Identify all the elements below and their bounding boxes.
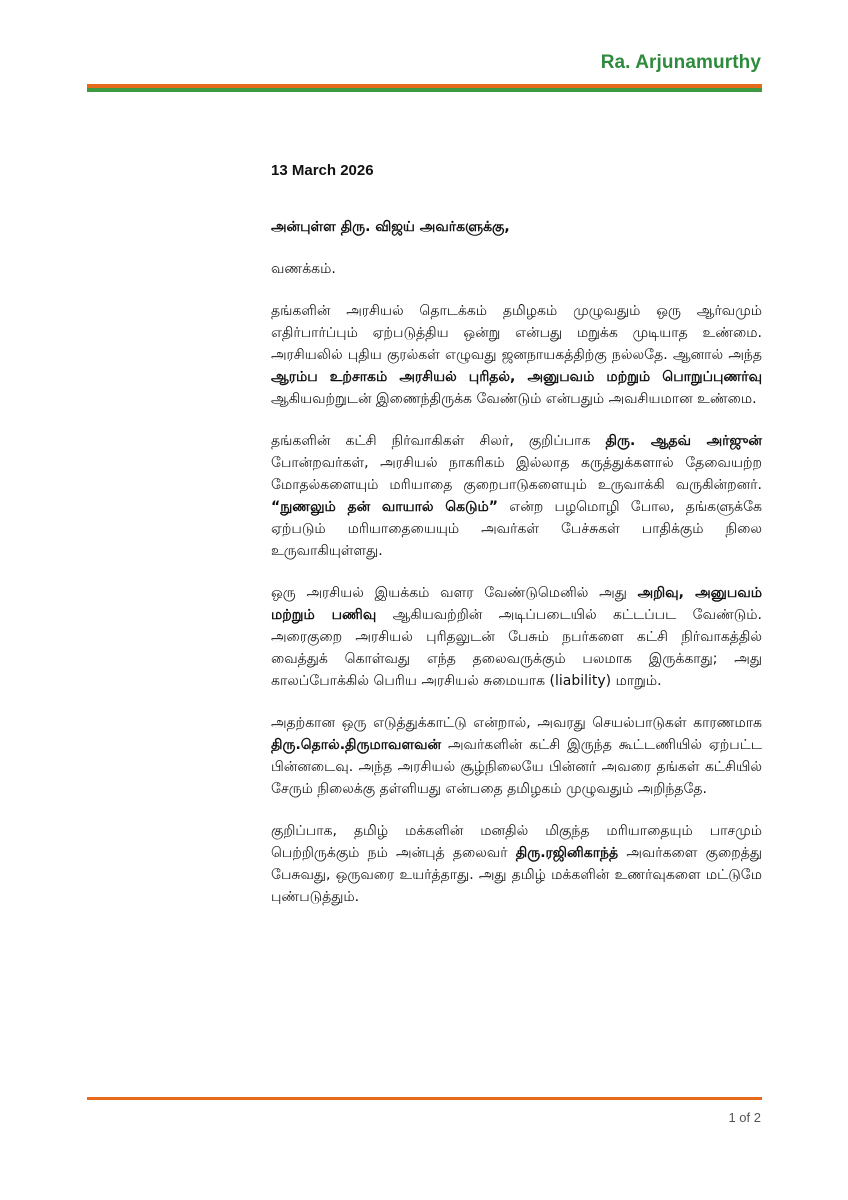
footer-rule [87,1097,762,1100]
footer-rule-orange [87,1097,762,1100]
letter-date: 13 March 2026 [271,162,374,179]
paragraph-2-text-1: தங்களின் கட்சி நிர்வாகிகள் சிலர், குறிப்பாக [271,433,606,449]
paragraph-2-text-3: என்ற பழமொழி போல, தங்களுக்கே ஏற்படும் மரியாதையையும் அவர்கள் பேச்சுகள் பாதிக்கும் நிலை உருவாகியுள்ளது. [271,499,763,559]
paragraph-5-text-1: குறிப்பாக, தமிழ் மக்களின் மனதில் மிகுந்த மரியாதையும் பாசமும் பெற்றிருக்கும் நம் அன்புத் தலைவர் [271,823,762,861]
paragraph-1-bold-1: ஆரம்ப உற்சாகம் அரசியல் புரிதல், அனுபவம் மற்றும் பொறுப்புணர்வு [271,369,762,385]
paragraph-1-text-1: தங்களின் அரசியல் தொடக்கம் தமிழகம் முழுவதும் ஒரு ஆர்வமும் எதிர்பார்ப்பும் ஏற்படுத்திய ஒன்று என்பது மறுக்க முடியாத உண்மை. அரசியலில் புதிய குரல்கள் எழுவது ஜனநாயகத்திற்கு நல்லதே. ஆனால் அந்த [271,303,762,363]
paragraph-1-text-2: ஆகியவற்றுடன் இணைந்திருக்க வேண்டும் என்பதும் அவசியமான உண்மை. [271,391,757,407]
paragraph-2-bold-1: திரு. ஆதவ் அர்ஜுன் [605,433,762,449]
paragraph-5 [271,820,762,908]
paragraph-4-text-1: அதற்கான ஒரு எடுத்துக்காட்டு என்றால், அவரது செயல்பாடுகள் காரணமாக [271,715,762,731]
paragraph-3-bold-1: அறிவு, அனுபவம் மற்றும் பணிவு [271,585,762,623]
page-number: 1 of 2 [728,1110,761,1125]
paragraph-4 [271,712,762,800]
paragraph-3-text-1: ஒரு அரசியல் இயக்கம் வளர வேண்டுமெனில் அது [271,585,638,601]
paragraph-5-text-2: அவர்களை குறைத்து பேசுவது, ஒருவரை உயர்த்தாது. அது தமிழ் மக்களின் உணர்வுகளை மட்டுமே புண்படுத்தும். [271,845,762,905]
header-rule-green [87,88,762,92]
letterhead-name: Ra. Arjunamurthy [600,52,761,73]
paragraph-2-bold-2: “நுணலும் தன் வாயால் கெடும்” [271,499,499,515]
letter-greeting: வணக்கம். [271,261,336,277]
letter-body [271,160,762,928]
paragraph-3 [271,582,762,692]
paragraph-4-text-2: அவர்களின் கட்சி இருந்த கூட்டணியில் ஏற்பட்ட பின்னடைவு. அந்த அரசியல் சூழ்நிலையே பின்னர் அவரை தங்கள் கட்சியில் சேரும் நிலைக்கு தள்ளியது என்பதை தமிழகம் முழுவதும் அறிந்ததே. [271,737,762,797]
header-rule [87,84,762,92]
paragraph-4-bold-1: திரு.தொல்.திருமாவளவன் [271,737,442,753]
paragraph-2 [271,430,762,562]
paragraph-2-text-2: போன்றவர்கள், அரசியல் நாகரிகம் இல்லாத கருத்துக்களால் தேவையற்ற மோதல்களையும் மரியாதை குறைபாடுகளையும் உருவாக்கி வருகின்றனர். [271,455,762,493]
paragraph-1 [271,300,762,410]
paragraph-5-bold-1: திரு.ரஜினிகாந்த் [515,845,619,861]
letter-salutation: அன்புள்ள திரு. விஜய் அவர்களுக்கு, [271,219,510,235]
paragraph-3-text-2: ஆகியவற்றின் அடிப்படையில் கட்டப்பட வேண்டும். அரைகுறை அரசியல் புரிதலுடன் பேசும் நபர்களை கட்சி நிர்வாகத்தில் வைத்துக் கொள்வது எந்த தலைவருக்கும் பலமாக இருக்காது; அது காலப்போக்கில் பெரிய அரசியல் சுமையாக (liability) மாறும். [271,607,762,689]
